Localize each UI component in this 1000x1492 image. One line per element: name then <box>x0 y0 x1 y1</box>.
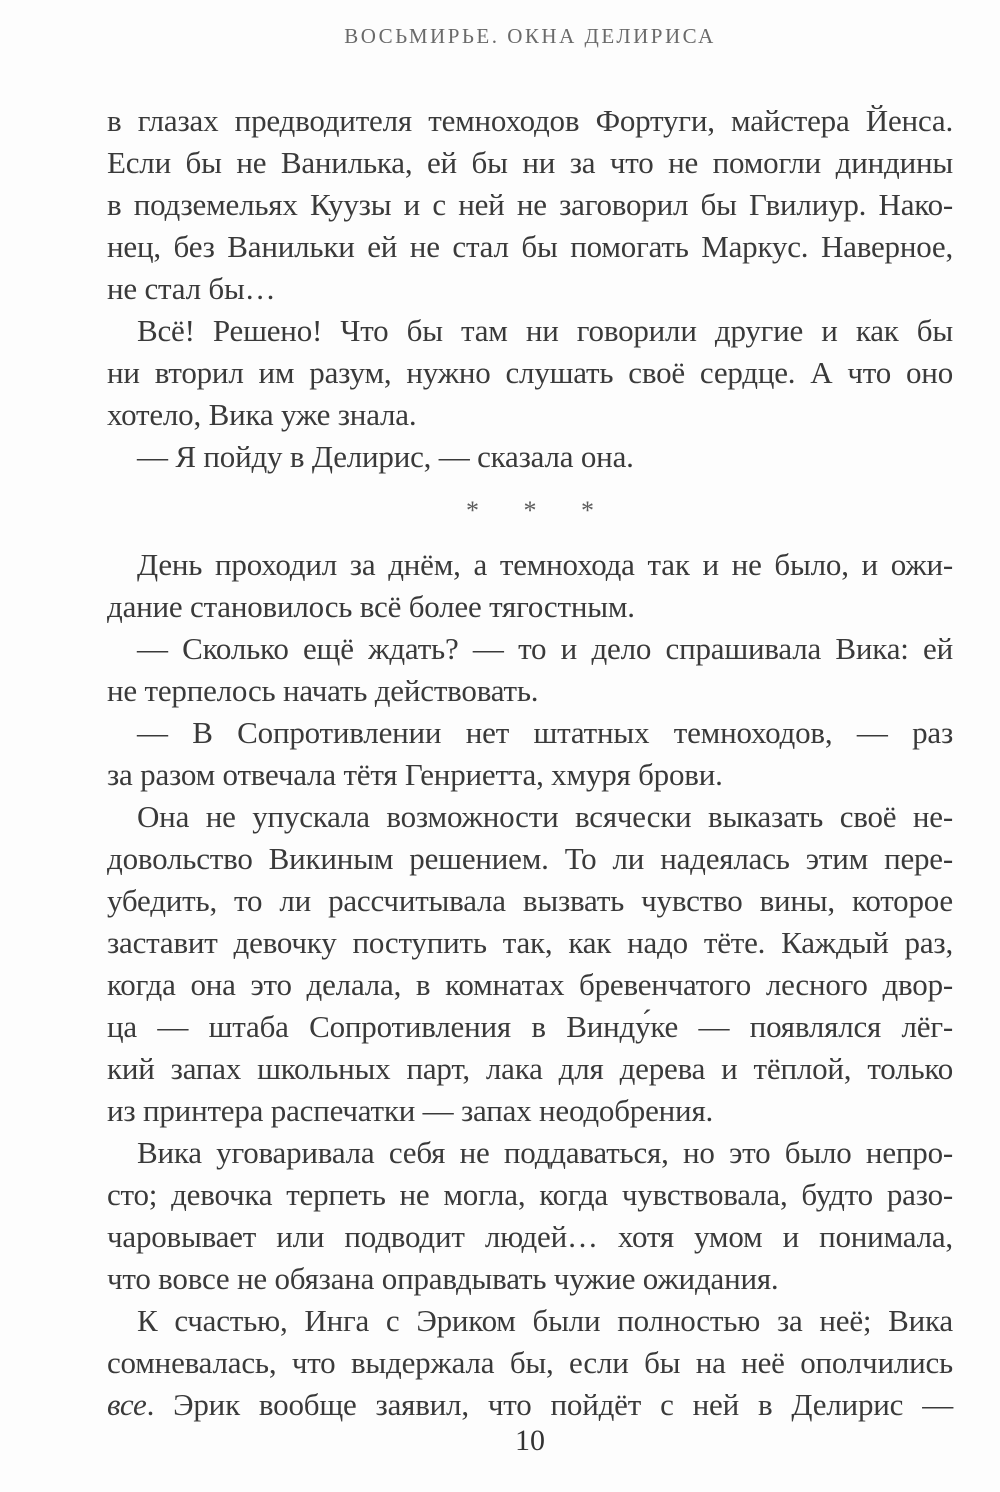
text-segment: — Сколько ещё ждать? — то и дело спрашивала Вика: ей <box>137 631 953 666</box>
text-line <box>107 1048 953 1090</box>
text-line <box>107 796 953 838</box>
text-segment: День проходил за днём, а темнохода так и не было, и ожи- <box>137 547 953 582</box>
text-segment: довольство Викиным решением. То ли надеялась этим пере- <box>107 841 953 876</box>
text-line <box>107 628 953 670</box>
text-segment: ни вторил им разум, нужно слушать своё сердце. А что оно <box>107 355 953 390</box>
text-segment: Всё! Решено! Что бы там ни говорили другие и как бы <box>137 313 953 348</box>
text-line <box>107 184 953 226</box>
text-segment: нец, без Ванильки ей не стал бы помогать Маркус. Наверное, <box>107 229 953 264</box>
text-line <box>107 922 953 964</box>
text-segment: не стал бы… <box>107 271 276 306</box>
text-line <box>107 352 953 394</box>
text-segment: когда она это делала, в комнатах бревенчатого лесного двор- <box>107 967 953 1002</box>
text-segment: не терпелось начать действовать. <box>107 673 539 708</box>
text-line <box>107 268 953 310</box>
text-segment: из принтера распечатки — запах неодобрения. <box>107 1093 714 1128</box>
text-line <box>107 394 953 436</box>
text-line <box>107 1300 953 1342</box>
text-line <box>107 1384 953 1426</box>
text-segment: заставит девочку поступить так, как надо тёте. Каждый раз, <box>107 925 953 960</box>
text-line <box>107 964 953 1006</box>
text-line <box>107 754 953 796</box>
running-head: ВОСЬМИРЬЕ. ОКНА ДЕЛИРИСА <box>344 24 716 48</box>
emphasized-text: все <box>107 1387 147 1422</box>
text-line <box>107 310 953 352</box>
text-segment: хотело, Вика уже знала. <box>107 397 417 432</box>
text-segment: чаровывает или подводит людей… хотя умом и понимала, <box>107 1219 953 1254</box>
text-line <box>107 586 953 628</box>
text-segment: сомневалась, что выдержала бы, если бы на неё ополчились <box>107 1345 953 1380</box>
text-segment: Она не упускала возможности всячески выказать своё не- <box>137 799 953 834</box>
text-segment: за разом отвечала тётя Генриетта, хмуря брови. <box>107 757 723 792</box>
page-text-body <box>107 100 953 1426</box>
text-line <box>107 880 953 922</box>
text-segment: К счастью, Инга с Эриком были полностью за неё; Вика <box>137 1303 953 1338</box>
text-segment: дание становилось всё более тягостным. <box>107 589 635 624</box>
text-segment: — Я пойду в Делирис, — сказала она. <box>137 439 634 474</box>
text-segment: кий запах школьных парт, лака для дерева и тёплой, только <box>107 1051 953 1086</box>
text-segment: в глазах предводителя темноходов Фортуги, майстера Йенса. <box>107 103 953 138</box>
text-segment: что вовсе не обязана оправдывать чужие ожидания. <box>107 1261 779 1296</box>
text-segment: . Эрик вообще заявил, что пойдёт с ней в Делирис — <box>146 1387 953 1422</box>
section-break-asterisks: * * * <box>466 496 594 525</box>
text-line <box>107 1006 953 1048</box>
page-number: 10 <box>515 1424 545 1457</box>
text-line <box>107 712 953 754</box>
text-line <box>107 1090 953 1132</box>
text-line <box>107 1132 953 1174</box>
text-line <box>107 1216 953 1258</box>
text-segment: — В Сопротивлении нет штатных темноходов, — раз <box>137 715 953 750</box>
text-line <box>107 100 953 142</box>
text-line <box>107 1342 953 1384</box>
text-line <box>107 544 953 586</box>
text-segment: Вика уговаривала себя не поддаваться, но это было непро- <box>137 1135 953 1170</box>
text-segment: ца — штаба Сопротивления в Винду́ке — появлялся лёг- <box>107 1009 953 1044</box>
text-line <box>107 142 953 184</box>
text-line <box>107 226 953 268</box>
text-line <box>107 670 953 712</box>
text-line <box>107 838 953 880</box>
text-line <box>107 1258 953 1300</box>
text-segment: убедить, то ли рассчитывала вызвать чувство вины, которое <box>107 883 953 918</box>
text-line <box>107 1174 953 1216</box>
text-segment: сто; девочка терпеть не могла, когда чувствовала, будто разо- <box>107 1177 953 1212</box>
text-line <box>107 436 953 478</box>
text-segment: в подземельях Куузы и с ней не заговорил бы Гвилиур. Нако- <box>107 187 953 222</box>
text-segment: Если бы не Ванилька, ей бы ни за что не помогли диндины <box>107 145 953 180</box>
